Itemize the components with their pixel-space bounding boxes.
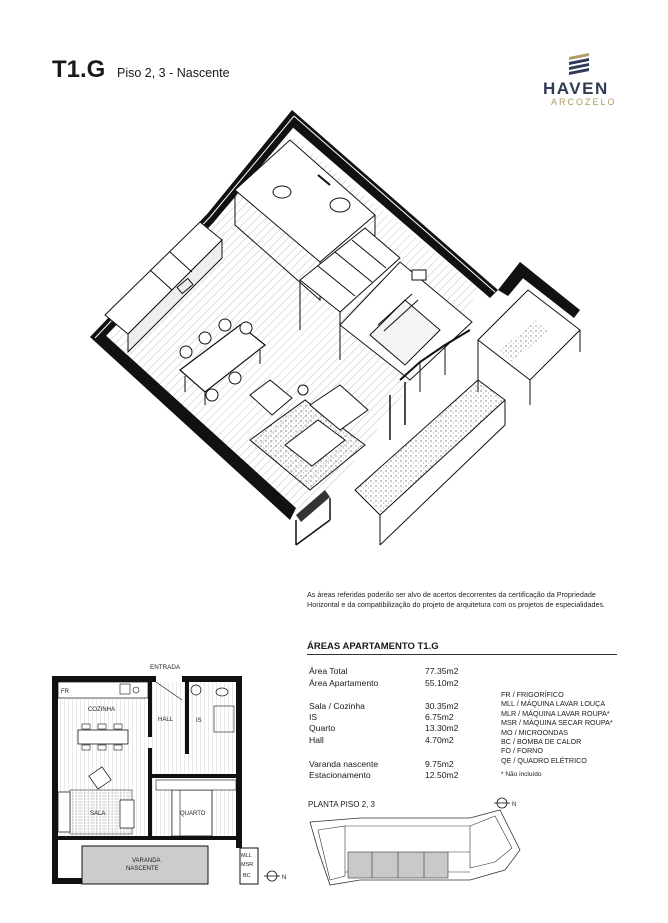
msr-label: MSR — [241, 862, 254, 868]
logo-subname: ARCOZELO — [551, 97, 617, 107]
area-label: Área Apartamento — [309, 678, 379, 688]
legend-item: MLR / MÁQUINA LAVAR ROUPA* — [501, 708, 610, 718]
unit-code: T1.G — [52, 56, 106, 83]
area-label: Área Total — [309, 666, 348, 676]
nascente-label: NASCENTE — [126, 866, 159, 872]
legend-item: MO / MICROONDAS — [501, 727, 569, 737]
hall-label: HALL — [158, 717, 174, 723]
area-label: Estacionamento — [309, 770, 371, 780]
area-label: Sala / Cozinha — [309, 701, 365, 711]
legend-item: QE / QUADRO ELÉTRICO — [501, 755, 587, 765]
area-value: 12.50m2 — [425, 770, 459, 780]
sala-label: SALA — [90, 811, 106, 817]
legend-note: * Não incluído — [501, 771, 542, 779]
area-label: Varanda nascente — [309, 759, 379, 769]
quarto-label: QUARTO — [180, 811, 206, 817]
legend-item: FR / FRIGORÍFICO — [501, 690, 564, 699]
disclaimer-text: As áreas referidas poderão ser alvo de acertos decorrentes da certificação da Propriedade Horizontal e da compatibilização do projeto de arquitetura com os projetos de especialidades. — [307, 590, 606, 609]
legend-item: FO / FORNO — [501, 746, 543, 756]
abbreviation-legend — [501, 690, 613, 780]
area-label: Hall — [309, 735, 324, 745]
mll-label: MLL — [241, 853, 252, 859]
isometric-floor-plan — [50, 103, 590, 573]
area-label: IS — [309, 712, 318, 722]
area-value: 13.30m2 — [425, 723, 459, 733]
site-plan-title: PLANTA PISO 2, 3 — [308, 800, 375, 809]
entrada-label: ENTRADA — [150, 664, 181, 671]
unit-subtitle: Piso 2, 3 - Nascente — [117, 66, 230, 80]
floor-plan-2d — [48, 660, 293, 890]
area-value: 30.35m2 — [425, 701, 459, 711]
varanda-label: VARANDA — [132, 858, 161, 864]
areas-divider — [307, 654, 617, 655]
building-stripes-icon — [567, 52, 591, 78]
area-value: 4.70m2 — [425, 735, 454, 745]
area-value: 55.10m2 — [425, 678, 459, 688]
fr-label: FR — [61, 689, 69, 695]
bc-label: BC — [243, 873, 251, 879]
site-plan — [306, 806, 526, 886]
is-label: IS — [196, 718, 202, 724]
area-value: 9.75m2 — [425, 759, 454, 769]
area-label: Quarto — [309, 723, 336, 733]
legend-item: MLL / MÁQUINA LAVAR LOUÇA — [501, 699, 606, 709]
logo-name: HAVEN — [543, 79, 609, 98]
site-north-label: N — [512, 802, 517, 808]
north-label: N — [282, 875, 287, 881]
legend-item: MSR / MÁQUINA SECAR ROUPA* — [501, 718, 613, 728]
cozinha-label: COZINHA — [88, 707, 115, 713]
areas-title: ÁREAS APARTAMENTO T1.G — [307, 641, 439, 652]
legend-item: BC / BOMBA DE CALOR — [501, 737, 582, 747]
area-value: 6.75m2 — [425, 712, 454, 722]
area-value: 77.35m2 — [425, 666, 459, 676]
